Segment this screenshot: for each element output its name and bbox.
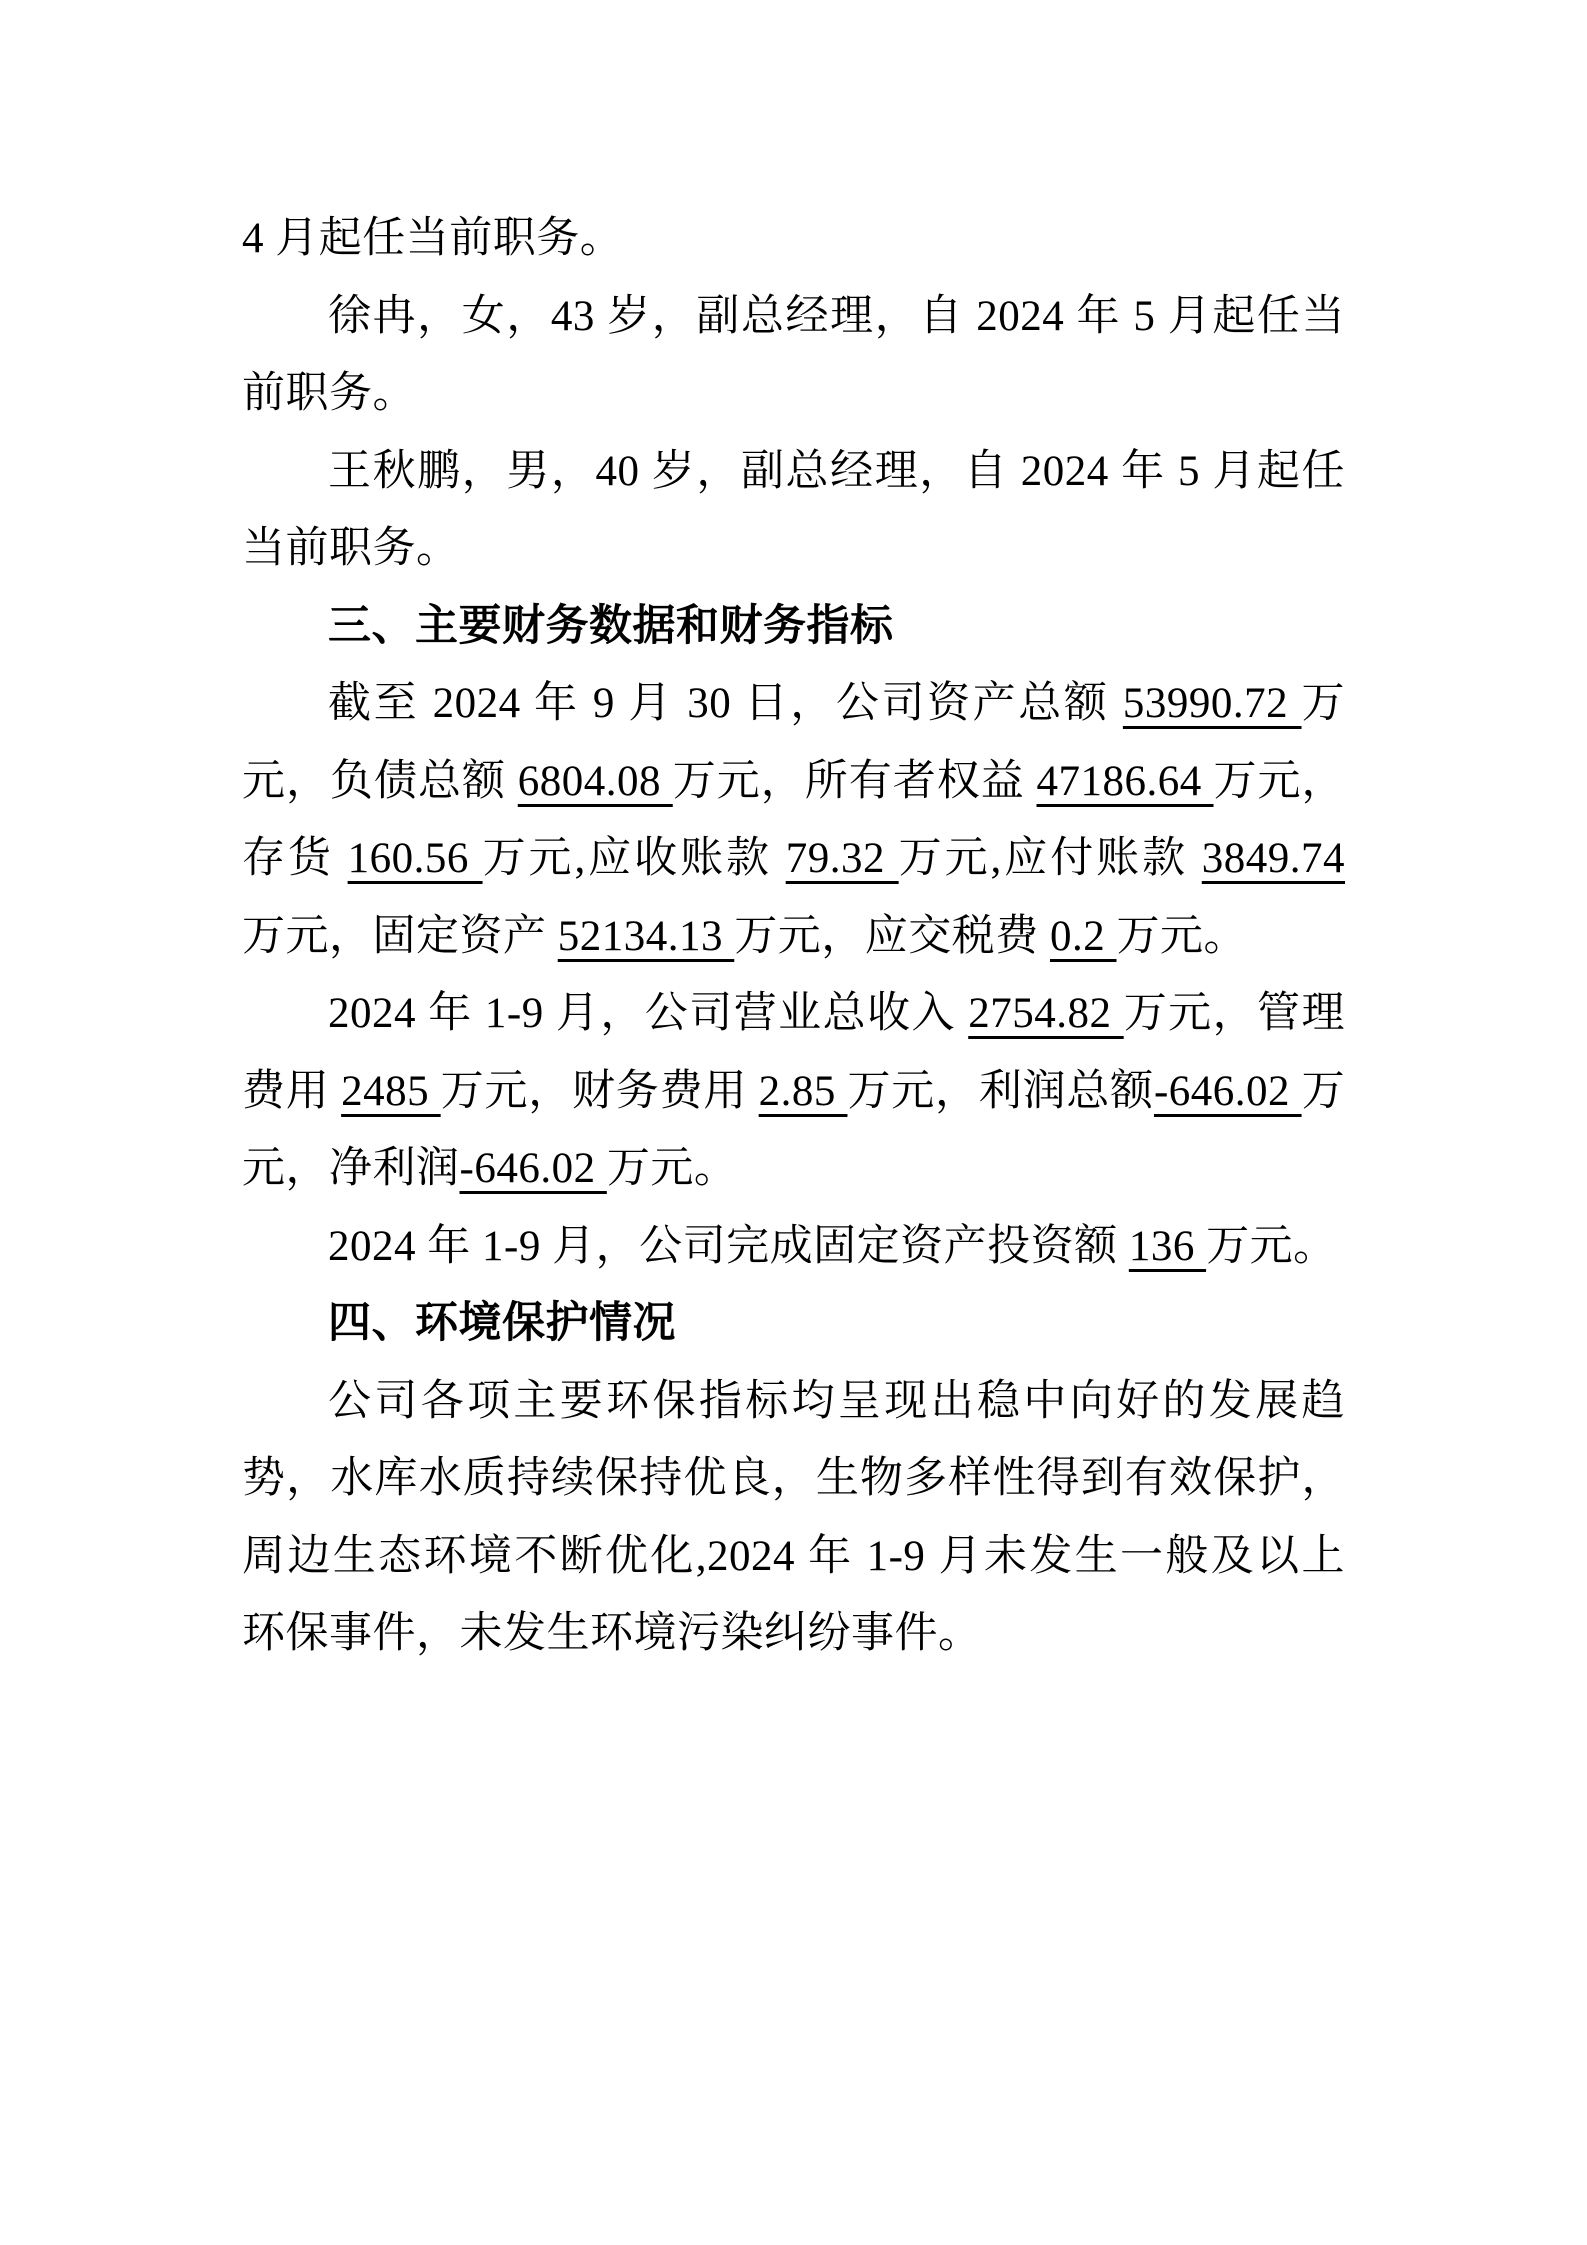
text-run: 万元。 bbox=[1116, 912, 1247, 960]
paragraph-exec-xu-ran bbox=[242, 278, 1345, 433]
underlined-number: 52134.13 bbox=[557, 912, 735, 960]
underlined-number: 160.56 bbox=[347, 835, 483, 882]
text-run: 万元。 bbox=[606, 1145, 738, 1192]
text-run: 万元，存货 bbox=[242, 757, 1345, 882]
heading-text: 四、环境保护情况 bbox=[328, 1299, 676, 1347]
underlined-number: 47186.64 bbox=[1036, 757, 1214, 805]
underlined-number: 3849.74 bbox=[1201, 835, 1346, 882]
text-run: 2024 年 1-9 月，公司完成固定资产投资额 bbox=[328, 1222, 1129, 1270]
underlined-number: 79.32 bbox=[785, 835, 899, 882]
paragraph-exec-wang-qiupeng bbox=[242, 433, 1345, 588]
text-run: 万元。 bbox=[1206, 1222, 1337, 1270]
section-heading-environment bbox=[242, 1285, 1345, 1363]
text-run: 万元,应收账款 bbox=[482, 835, 786, 882]
text-run: 万元，财务费用 bbox=[440, 1067, 759, 1115]
text-run: 万元，应交税费 bbox=[734, 912, 1050, 960]
section-heading-finance bbox=[242, 588, 1345, 666]
underlined-number: 0.2 bbox=[1050, 912, 1117, 960]
text-run: 万元，管理费用 bbox=[242, 990, 1346, 1115]
text-run: 万元，净利润 bbox=[242, 1067, 1346, 1192]
heading-text: 三、主要财务数据和财务指标 bbox=[328, 601, 894, 650]
text-run: 截至 2024 年 9 月 30 日，公司资产总额 bbox=[328, 680, 1123, 727]
text-run: 4 月起任当前职务。 bbox=[242, 215, 624, 262]
underlined-number: 2754.82 bbox=[968, 990, 1124, 1037]
text-run: 万元，所有者权益 bbox=[672, 757, 1037, 805]
paragraph-finance-income-statement bbox=[242, 975, 1345, 1208]
document-body bbox=[242, 200, 1345, 1673]
text-run: 万元，利润总额 bbox=[847, 1067, 1154, 1115]
text-run: 万元，固定资产 bbox=[242, 912, 558, 960]
paragraph-continuation-line bbox=[242, 200, 1345, 278]
underlined-number: 6804.08 bbox=[517, 757, 673, 805]
underlined-number: 53990.72 bbox=[1122, 680, 1302, 727]
underlined-number: -646.02 bbox=[459, 1145, 607, 1192]
paragraph-finance-fixed-asset-investment bbox=[242, 1208, 1345, 1286]
underlined-number: 2485 bbox=[341, 1067, 441, 1115]
text-run: 徐冉，女，43 岁，副总经理，自 2024 年 5 月起任当前职务。 bbox=[242, 292, 1345, 417]
text-run: 万元,应付账款 bbox=[898, 835, 1202, 882]
text-run: 公司各项主要环保指标均呈现出稳中向好的发展趋势，水库水质持续保持优良，生物多样性得到有效保护，周边生态环境不断优化,2024 年 1-9 月未发生一般及以上环保事件，未发生环境污染纠纷事件。 bbox=[242, 1377, 1345, 1657]
paragraph-finance-balance-sheet bbox=[242, 665, 1345, 975]
paragraph-environment-status bbox=[242, 1363, 1345, 1673]
underlined-number: 2.85 bbox=[758, 1067, 848, 1115]
text-run: 万元，负债总额 bbox=[242, 680, 1346, 805]
text-run: 王秋鹏，男，40 岁，副总经理，自 2024 年 5 月起任当前职务。 bbox=[242, 447, 1345, 572]
text-run: 2024 年 1-9 月，公司营业总收入 bbox=[328, 990, 969, 1037]
underlined-number: 136 bbox=[1128, 1222, 1207, 1270]
underlined-number: -646.02 bbox=[1153, 1067, 1302, 1115]
